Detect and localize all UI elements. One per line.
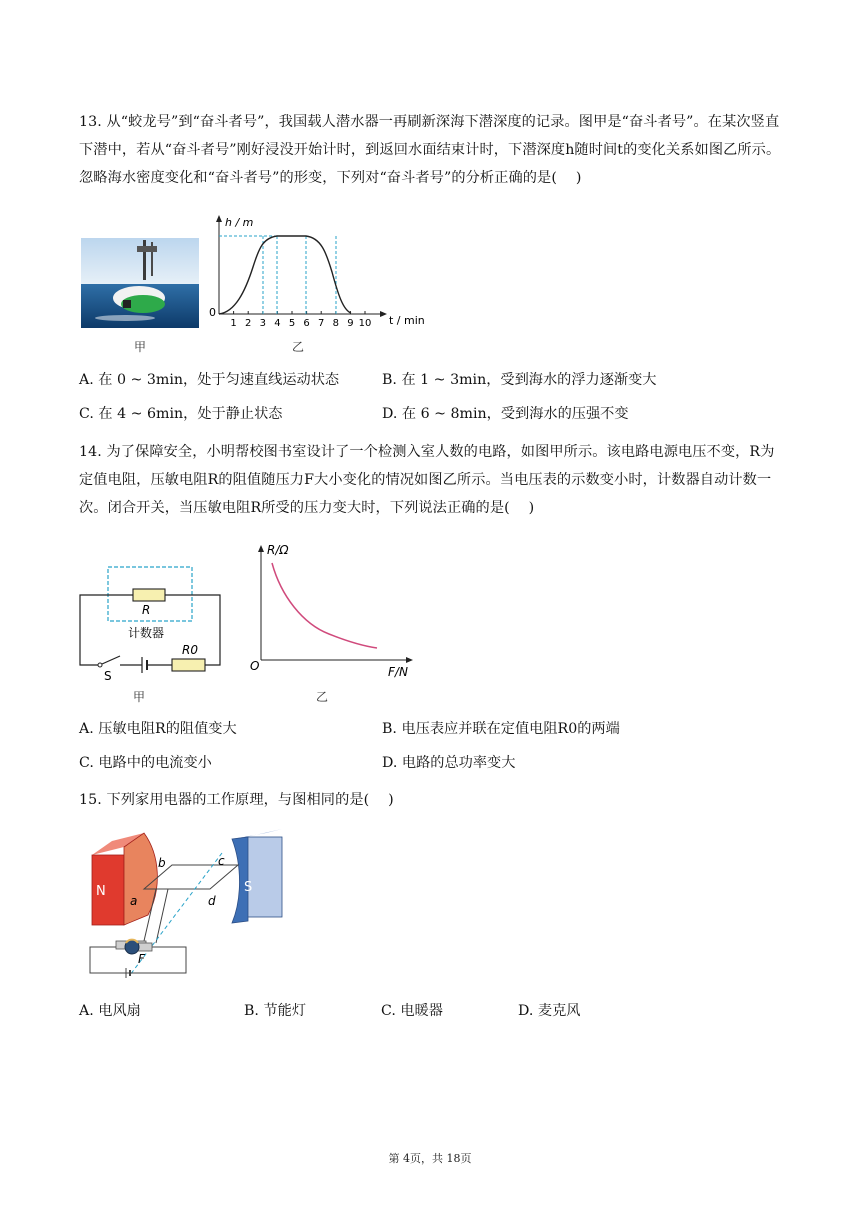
fig-a-caption: 甲: [134, 340, 147, 354]
graph-caption: 乙: [316, 690, 329, 704]
resistor-r0: [172, 659, 205, 671]
motor-diagram: [86, 825, 296, 980]
depth-curve: [219, 236, 351, 314]
submersible-photo: [81, 238, 199, 328]
label-c: c: [218, 854, 225, 868]
q14-text: 14. 为了保障安全，小明帮校图书室设计了一个检测入室人数的电路，如图甲所示。该电路电源电压不变，R为定值电阻，压敏电阻R的阻值随压力F大小变化的情况如图乙所示。当电压表的示数变小时，计数器自动计数一次。闭合开关，当压敏电阻R所受的压力变大时，下列说法正确的是( ): [79, 444, 775, 516]
y-axis-label: h / m: [225, 216, 254, 229]
q13-text: 13. 从“蛟龙号”到“奋斗者号”，我国载人潜水器一再刷新深海下潜深度的记录。图甲是“奋斗者号”。在某次竖直下潜中，若从“奋斗者号”刚好浸没开始计时，到返回水面结束计时，下潜深度h随时间t的变化关系如图乙所示。忽略海水密度变化和“奋斗者号”的形变，下列对“奋斗者号”的分析正确的是( ): [79, 114, 781, 186]
x-tick-label: 10: [358, 318, 372, 329]
q14-option-a[interactable]: A. 压敏电阻R的阻值变大: [79, 721, 237, 737]
counter-label: 计数器: [128, 626, 165, 640]
q15-text: 15. 下列家用电器的工作原理，与图相同的是( ): [79, 792, 394, 808]
magnet-s-label: S: [244, 880, 253, 895]
y-axis-label: R/Ω: [267, 543, 289, 557]
resistance-curve: [272, 563, 377, 648]
x-tick-label: 8: [332, 318, 339, 329]
q15-option-a[interactable]: A. 电风扇: [79, 1003, 141, 1019]
x-axis-arrow: [406, 657, 413, 663]
x-tick-label: 3: [259, 318, 266, 329]
x-axis-arrow: [380, 311, 387, 317]
q13-option-b[interactable]: B. 在 1 ~ 3min，受到海水的浮力逐渐变大: [382, 372, 657, 388]
q15-option-b[interactable]: B. 节能灯: [244, 1003, 307, 1019]
x-tick-label: 5: [288, 318, 296, 329]
x-tick-label: 4: [274, 318, 281, 329]
resistor-r-label: R: [142, 603, 151, 617]
switch-s: [98, 663, 102, 667]
depth-time-graph: [205, 212, 425, 332]
circuit-diagram: [78, 560, 228, 682]
x-tick-label: 7: [318, 318, 325, 329]
q15-option-c[interactable]: C. 电暖器: [381, 1003, 443, 1019]
resistor-r0-label: R0: [182, 643, 198, 657]
label-b: b: [158, 856, 166, 870]
y-axis-arrow: [216, 215, 222, 222]
label-d: d: [208, 894, 216, 908]
circuit-caption: 甲: [133, 690, 146, 704]
x-axis-label: F/N: [388, 665, 408, 679]
origin-label: 0: [209, 306, 216, 319]
x-tick-label: 1: [230, 318, 237, 329]
resistance-force-graph: [245, 538, 425, 684]
brush-right: [138, 943, 152, 951]
q14-option-b[interactable]: B. 电压表应并联在定值电阻R0的两端: [382, 721, 620, 737]
magnet-n-label: N: [96, 884, 106, 899]
q14-option-c[interactable]: C. 电路中的电流变小: [79, 755, 212, 771]
x-tick-label: 9: [347, 318, 354, 329]
label-a: a: [130, 894, 138, 908]
q13-option-a[interactable]: A. 在 0 ~ 3min，处于匀速直线运动状态: [79, 372, 340, 388]
resistor-r: [133, 589, 165, 601]
q14-option-d[interactable]: D. 电路的总功率变大: [382, 755, 516, 771]
x-tick-label: 2: [245, 318, 252, 329]
x-tick-label: 6: [303, 318, 310, 329]
origin-label: O: [250, 659, 260, 673]
q13-option-c[interactable]: C. 在 4 ~ 6min，处于静止状态: [79, 406, 283, 422]
page-footer: 第 4页，共 18页: [388, 1152, 472, 1165]
q13-option-d[interactable]: D. 在 6 ~ 8min，受到海水的压强不变: [382, 406, 629, 422]
y-axis-arrow: [258, 545, 264, 552]
q15-option-d[interactable]: D. 麦克风: [518, 1003, 581, 1019]
fig-b-caption: 乙: [292, 340, 305, 354]
label-f: F: [138, 952, 145, 966]
x-axis-label: t / min: [389, 314, 425, 327]
switch-label: S: [104, 669, 112, 682]
